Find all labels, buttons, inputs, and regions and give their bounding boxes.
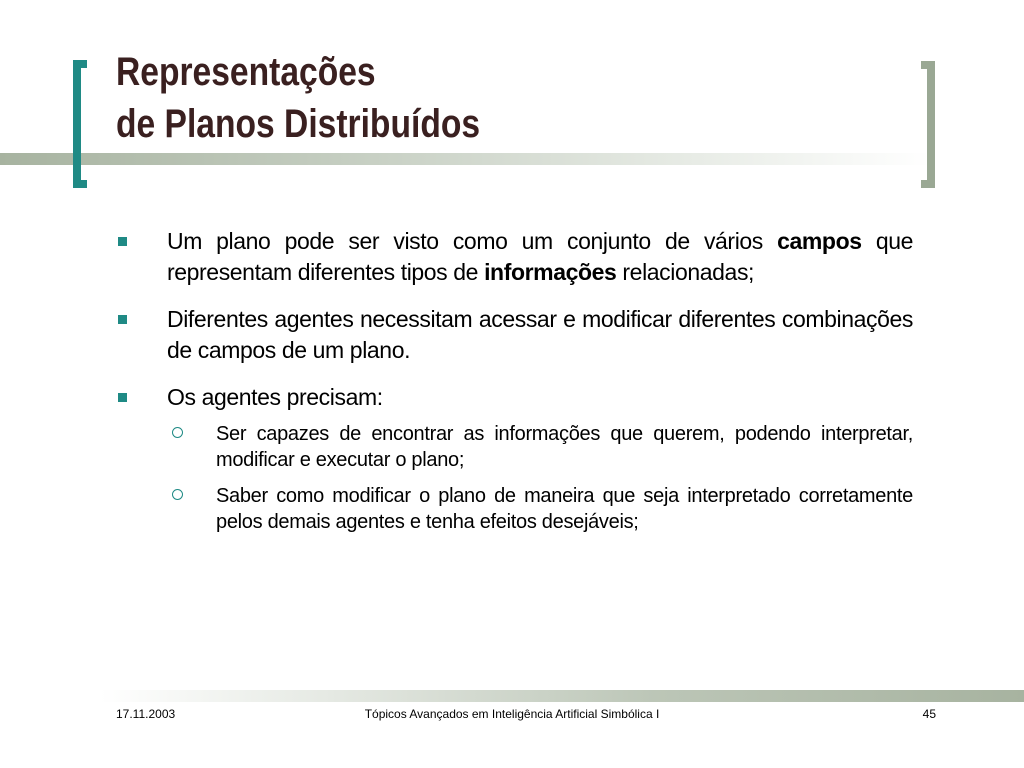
bold-term-campos: campos	[777, 228, 862, 254]
bullet-list	[112, 226, 913, 535]
bullet-text-1: Um plano pode ser visto como um conjunto de vários campos que representam diferentes tipos de informações relacionadas;	[167, 228, 913, 285]
footer-date: 17.11.2003	[116, 707, 176, 721]
bullet-text-3: Os agentes precisam:	[167, 384, 383, 410]
bullet-item-2	[112, 304, 913, 366]
sub-bullet-item-1	[167, 421, 913, 473]
bold-term-informacoes: informações	[484, 259, 617, 285]
sub-bullet-item-2	[167, 483, 913, 535]
sub-bullet-list	[167, 421, 913, 535]
footer-divider-band	[100, 690, 1024, 702]
circle-bullet-icon	[172, 489, 183, 500]
bullet-text-2: Diferentes agentes necessitam acessar e modificar diferentes combinações de campos de um plano.	[167, 306, 913, 363]
bullet-item-1	[112, 226, 913, 288]
slide-title	[116, 46, 480, 150]
slide-title-line-1: Representações	[116, 50, 376, 94]
bullet-item-3	[112, 382, 913, 535]
circle-bullet-icon	[172, 427, 183, 438]
sub-bullet-text-1: Ser capazes de encontrar as informações que querem, podendo interpretar, modificar e executar o plano;	[216, 423, 913, 471]
left-bracket-decoration	[73, 60, 87, 188]
slide-title-line-2: de Planos Distribuídos	[116, 102, 481, 146]
square-bullet-icon	[118, 237, 127, 246]
title-divider-band	[0, 153, 930, 165]
square-bullet-icon	[118, 315, 127, 324]
square-bullet-icon	[118, 393, 127, 402]
footer-page-number: 45	[922, 707, 936, 721]
sub-bullet-text-2: Saber como modificar o plano de maneira que seja interpretado corretamente pelos demais agentes e tenha efeitos desejáveis;	[216, 485, 913, 533]
footer-course-title: Tópicos Avançados em Inteligência Artificial Simbólica I	[364, 707, 660, 721]
right-bracket-decoration	[921, 61, 935, 188]
